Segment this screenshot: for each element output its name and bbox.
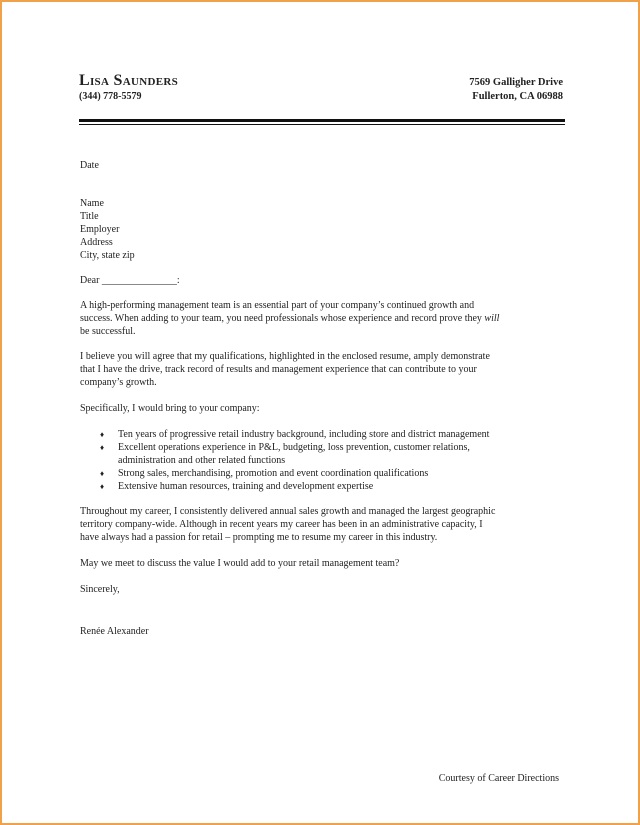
paragraph-1-line: A high-performing management team is an essential part of your company’s continued growth and <box>80 300 475 311</box>
signature-name: Renée Alexander <box>80 626 149 637</box>
paragraph-2-line: I believe you will agree that my qualifications, highlighted in the enclosed resume, amply demonstrate <box>80 351 490 362</box>
paragraph-5: May we meet to discuss the value I would add to your retail management team? <box>80 558 400 569</box>
recipient-employer: Employer <box>80 223 120 235</box>
recipient-address: Address <box>80 236 113 248</box>
recipient-block <box>80 198 565 263</box>
list-item-text: administration and other related functions <box>118 454 286 466</box>
footer-credit: Courtesy of Career Directions <box>438 773 559 784</box>
recipient-city: City, state zip <box>80 249 135 261</box>
qualifications-list <box>80 429 565 494</box>
header-rule-thin <box>79 124 565 125</box>
paragraph-4 <box>80 506 565 545</box>
letterhead <box>79 72 563 106</box>
paragraph-2-line: company’s growth. <box>80 376 157 388</box>
recipient-title: Title <box>80 210 99 222</box>
diamond-bullet-icon: ♦ <box>100 468 105 478</box>
list-item <box>80 468 565 481</box>
recipient-name: Name <box>80 198 104 209</box>
list-item <box>80 481 565 494</box>
closing: Sincerely, <box>80 584 120 595</box>
diamond-bullet-icon: ♦ <box>100 430 105 439</box>
sender-phone: (344) 778-5579 <box>79 91 142 102</box>
paragraph-4-line: Throughout my career, I consistently delivered annual sales growth and managed the largest geographic <box>80 506 496 517</box>
paragraph-2-line: that I have the drive, track record of results and management experience that can contribute to your <box>80 363 477 375</box>
diamond-bullet-icon: ♦ <box>100 442 105 452</box>
letter-date: Date <box>80 160 99 171</box>
paragraph-1-line <box>80 313 565 326</box>
paragraph-4-line: have always had a passion for retail – prompting me to resume my career in this industry. <box>80 531 438 543</box>
header-rule-thick <box>79 119 565 122</box>
list-item-text: Ten years of progressive retail industry background, including store and district management <box>118 429 490 440</box>
paragraph-1-line: be successful. <box>80 325 136 337</box>
list-item-text: Strong sales, merchandising, promotion and event coordination qualifications <box>118 467 429 479</box>
list-item-text: Extensive human resources, training and development expertise <box>118 480 374 492</box>
paragraph-1-text: success. When adding to your team, you need professionals whose experience and record prove they <box>80 312 485 324</box>
paragraph-2 <box>80 351 565 390</box>
list-item-text: Excellent operations experience in P&L, budgeting, loss prevention, customer relations, <box>118 441 470 453</box>
paragraph-4-line: territory company-wide. Although in recent years my career has been in an administrative capacity, I <box>80 518 483 530</box>
paragraph-3: Specifically, I would bring to your company: <box>80 403 260 414</box>
paragraph-1 <box>80 300 565 339</box>
emphasis-text: will <box>484 312 500 324</box>
sender-address-line1: 7569 Galligher Drive <box>469 77 563 88</box>
sender-address-line2: Fullerton, CA 06988 <box>472 91 563 102</box>
diamond-bullet-icon: ♦ <box>100 481 105 491</box>
list-item <box>80 442 565 468</box>
salutation: Dear _______________: <box>80 275 180 286</box>
sender-name: Lisa Saunders <box>79 72 178 89</box>
list-item <box>80 429 565 442</box>
